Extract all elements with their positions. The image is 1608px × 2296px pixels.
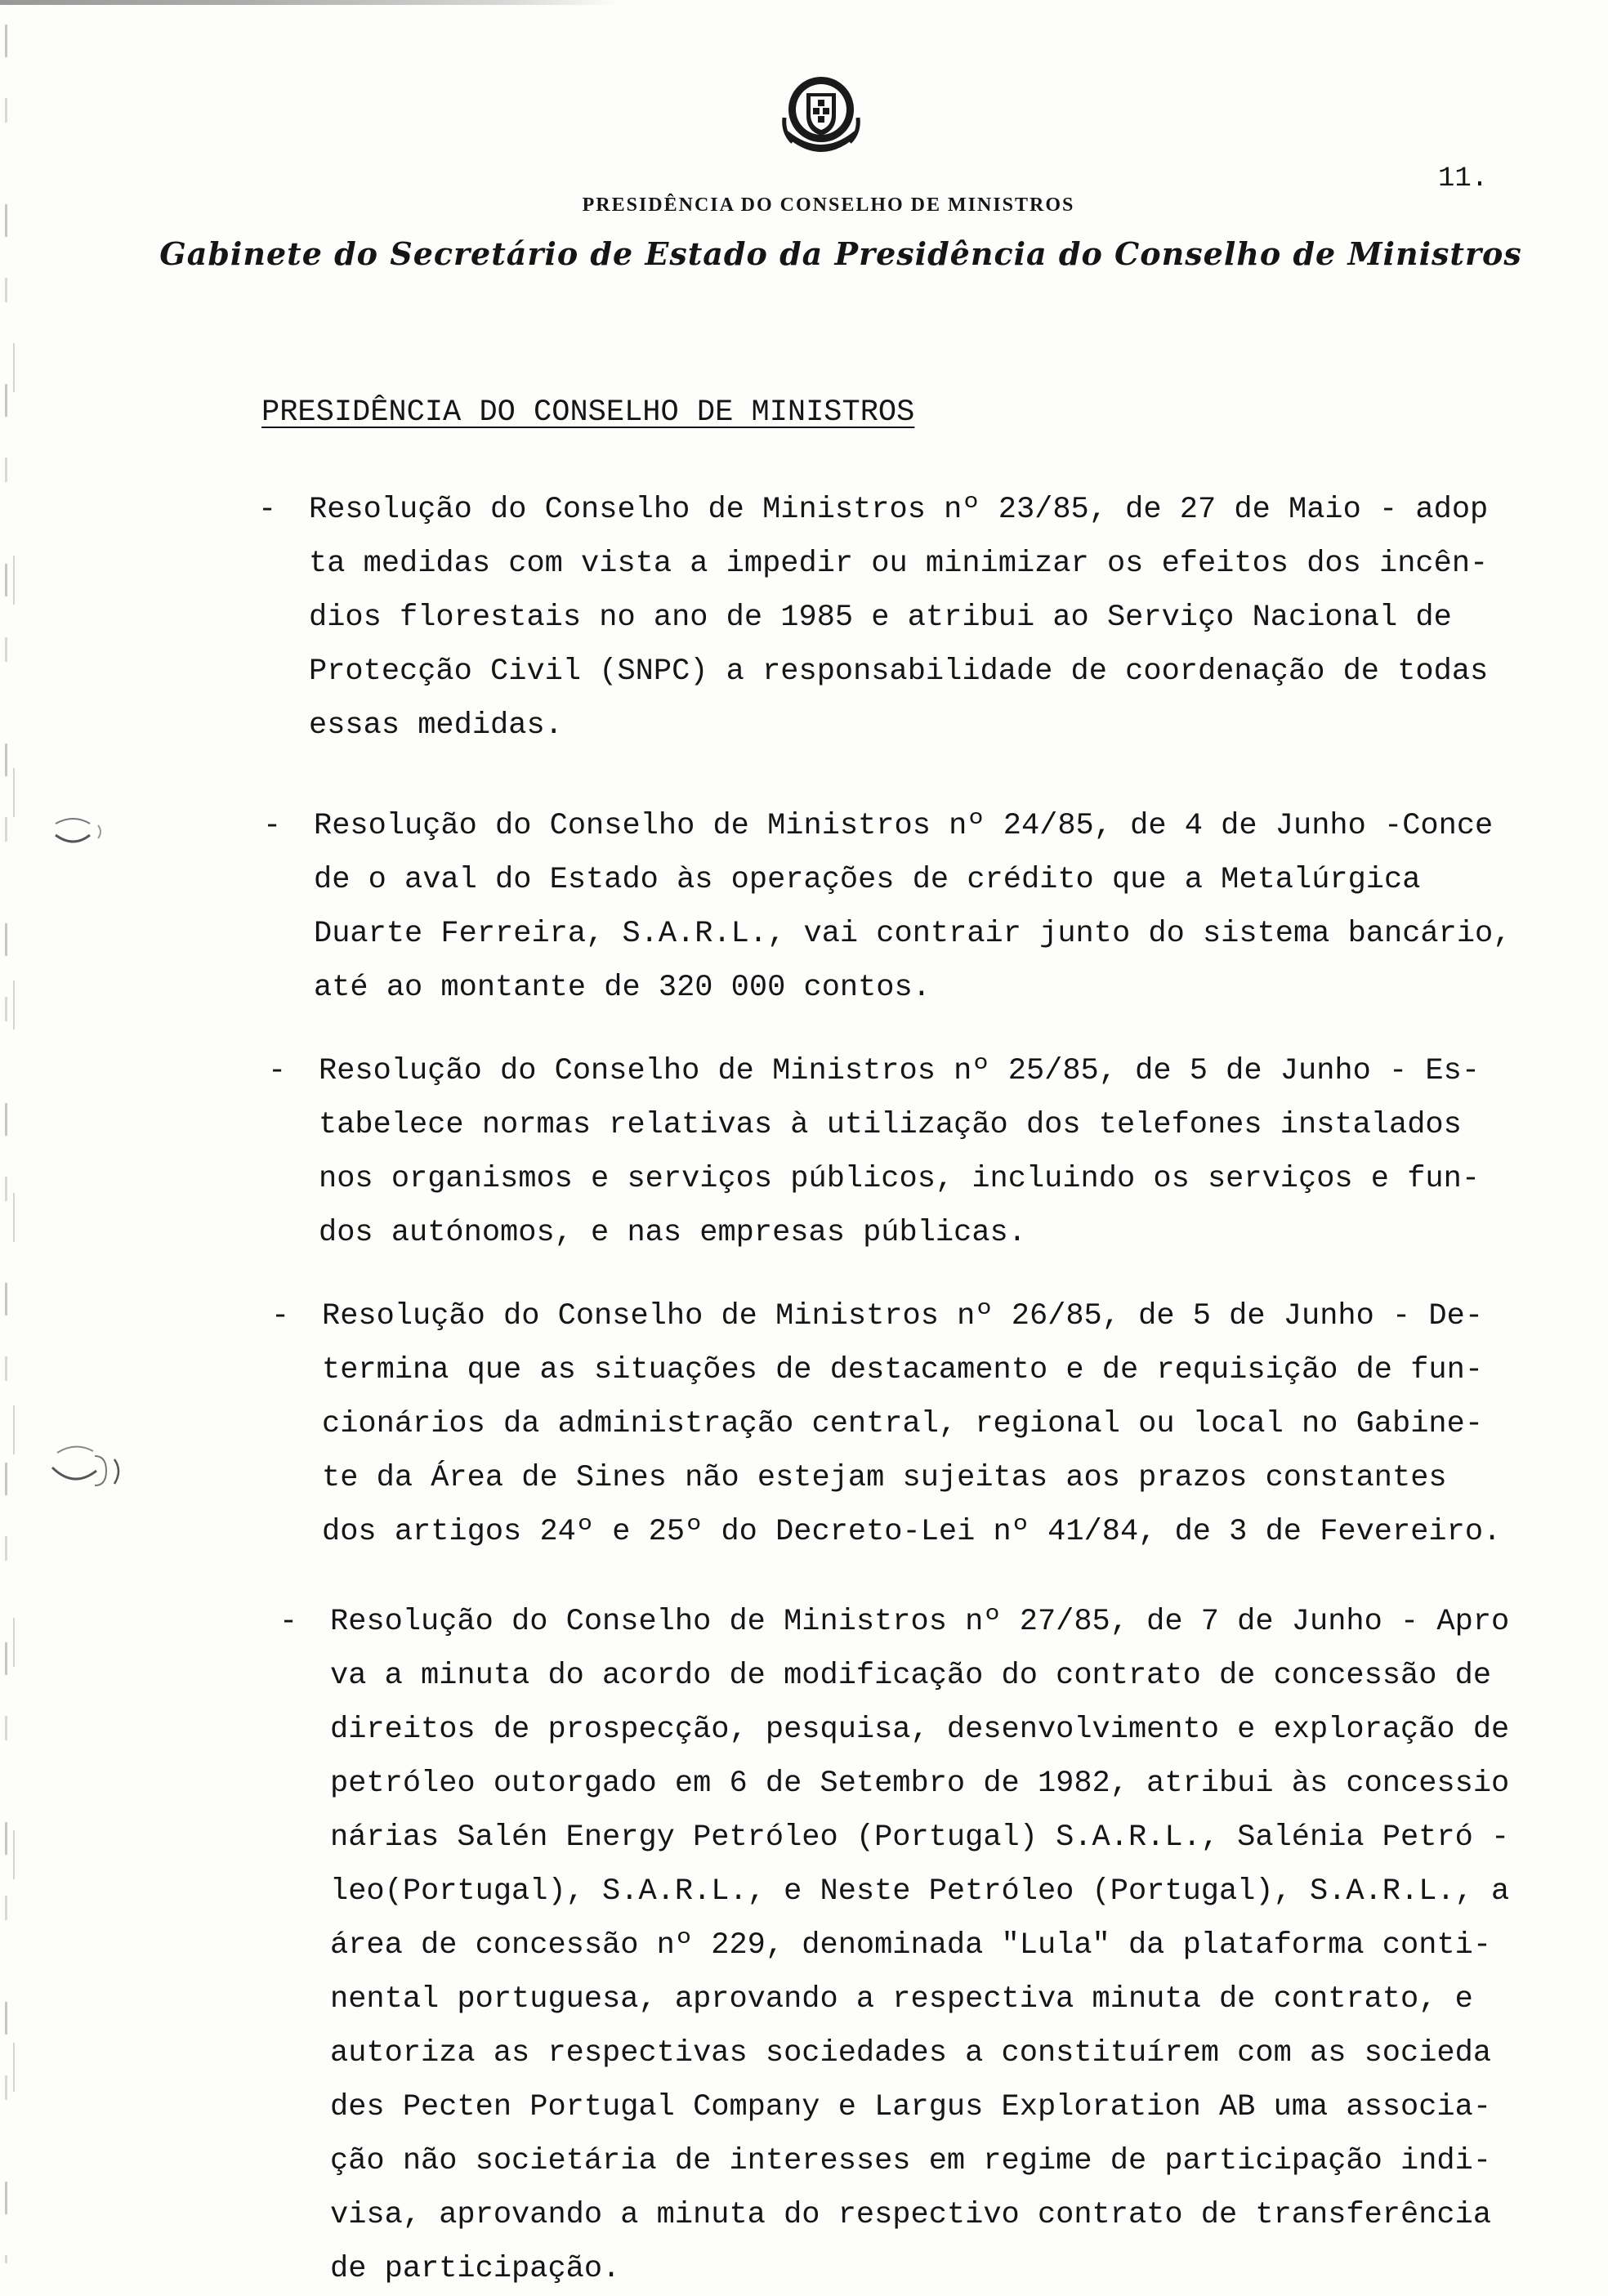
organization-name: PRESIDÊNCIA DO CONSELHO DE MINISTROS	[582, 194, 1075, 216]
entry-line: Duarte Ferreira, S.A.R.L., vai contrair junto do sistema bancário,	[314, 917, 1512, 951]
list-dash: -	[258, 493, 277, 527]
punch-hole-mark-icon	[49, 809, 106, 866]
entry-line: Resolução do Conselho de Ministros nº 27/85, de 7 de Junho - Apro	[330, 1605, 1510, 1639]
scan-edge-left-inner	[13, 343, 15, 2141]
entry-line: ção não societária de interesses em regime de participação indi-	[330, 2144, 1492, 2178]
portuguese-coat-of-arms-icon	[776, 67, 866, 165]
resolution-entry	[263, 799, 1608, 1015]
entry-line: des Pecten Portugal Company e Largus Exploration AB uma associa-	[330, 2090, 1492, 2124]
entry-line: dos artigos 24º e 25º do Decreto-Lei nº 41/84, de 3 de Fevereiro.	[322, 1515, 1502, 1549]
entry-line: nos organismos e serviços públicos, incluindo os serviços e fun-	[319, 1162, 1481, 1196]
entry-line: Resolução do Conselho de Ministros nº 25/85, de 5 de Junho - Es-	[319, 1054, 1481, 1088]
entry-line: dos autónomos, e nas empresas públicas.	[319, 1216, 1026, 1250]
entry-line: va a minuta do acordo de modificação do contrato de concessão de	[330, 1659, 1492, 1693]
entry-line: Resolução do Conselho de Ministros nº 24/85, de 4 de Junho -Conce	[314, 809, 1494, 843]
resolution-entry	[268, 1044, 1608, 1260]
punch-hole-mark-icon	[46, 1438, 136, 1503]
entry-line: Protecção Civil (SNPC) a responsabilidade de coordenação de todas	[309, 654, 1489, 689]
list-dash: -	[279, 1605, 298, 1639]
entry-line: nental portuguesa, aprovando a respectiva minuta de contrato, e	[330, 1982, 1473, 2017]
entry-line: visa, aprovando a minuta do respectivo contrato de transferência	[330, 2198, 1492, 2232]
entry-line: te da Área de Sines não estejam sujeitas aos prazos constantes	[322, 1461, 1447, 1495]
entry-line: termina que as situações de destacamento e de requisição de fun-	[322, 1353, 1484, 1387]
entry-line: leo(Portugal), S.A.R.L., e Neste Petróleo (Portugal), S.A.R.L., a	[330, 1874, 1510, 1909]
scan-edge-left	[5, 25, 7, 2263]
entry-line: essas medidas.	[309, 708, 563, 743]
entry-line: autoriza as respectivas sociedades a constituírem com as socieda	[330, 2036, 1492, 2070]
entry-line: até ao montante de 320 000 contos.	[314, 971, 931, 1005]
list-dash: -	[271, 1299, 290, 1333]
scan-edge-top	[0, 0, 621, 5]
entry-line: direitos de prospecção, pesquisa, desenvolvimento e exploração de	[330, 1713, 1510, 1747]
entry-line: área de concessão nº 229, denominada "Lula" da plataforma conti-	[330, 1928, 1492, 1963]
entry-line: de o aval do Estado às operações de crédito que a Metalúrgica	[314, 863, 1421, 897]
page-number: 11.	[1438, 163, 1489, 194]
entry-line: Resolução do Conselho de Ministros nº 26/85, de 5 de Junho - De-	[322, 1299, 1484, 1333]
entry-line: tabelece normas relativas à utilização dos telefones instalados	[319, 1108, 1462, 1142]
resolution-entry	[258, 483, 1608, 753]
entry-line: nárias Salén Energy Petróleo (Portugal) S.A.R.L., Salénia Petró -	[330, 1820, 1510, 1855]
entry-line: Resolução do Conselho de Ministros nº 23/85, de 27 de Maio - adop	[309, 493, 1489, 527]
entry-line: de participação.	[330, 2252, 621, 2286]
section-heading: PRESIDÊNCIA DO CONSELHO DE MINISTROS	[261, 395, 915, 430]
resolution-entry	[271, 1289, 1608, 1559]
entry-line: dios florestais no ano de 1985 e atribui ao Serviço Nacional de	[309, 601, 1452, 635]
list-dash: -	[263, 809, 282, 843]
entry-line: petróleo outorgado em 6 de Setembro de 1982, atribui às concessio	[330, 1767, 1510, 1801]
resolution-entry	[279, 1595, 1608, 2296]
entry-line: cionários da administração central, regional ou local no Gabine-	[322, 1407, 1484, 1441]
entry-line: ta medidas com vista a impedir ou minimizar os efeitos dos incên-	[309, 547, 1489, 581]
office-name: Gabinete do Secretário de Estado da Presidência do Conselho de Ministros	[159, 235, 1522, 272]
list-dash: -	[268, 1054, 287, 1088]
